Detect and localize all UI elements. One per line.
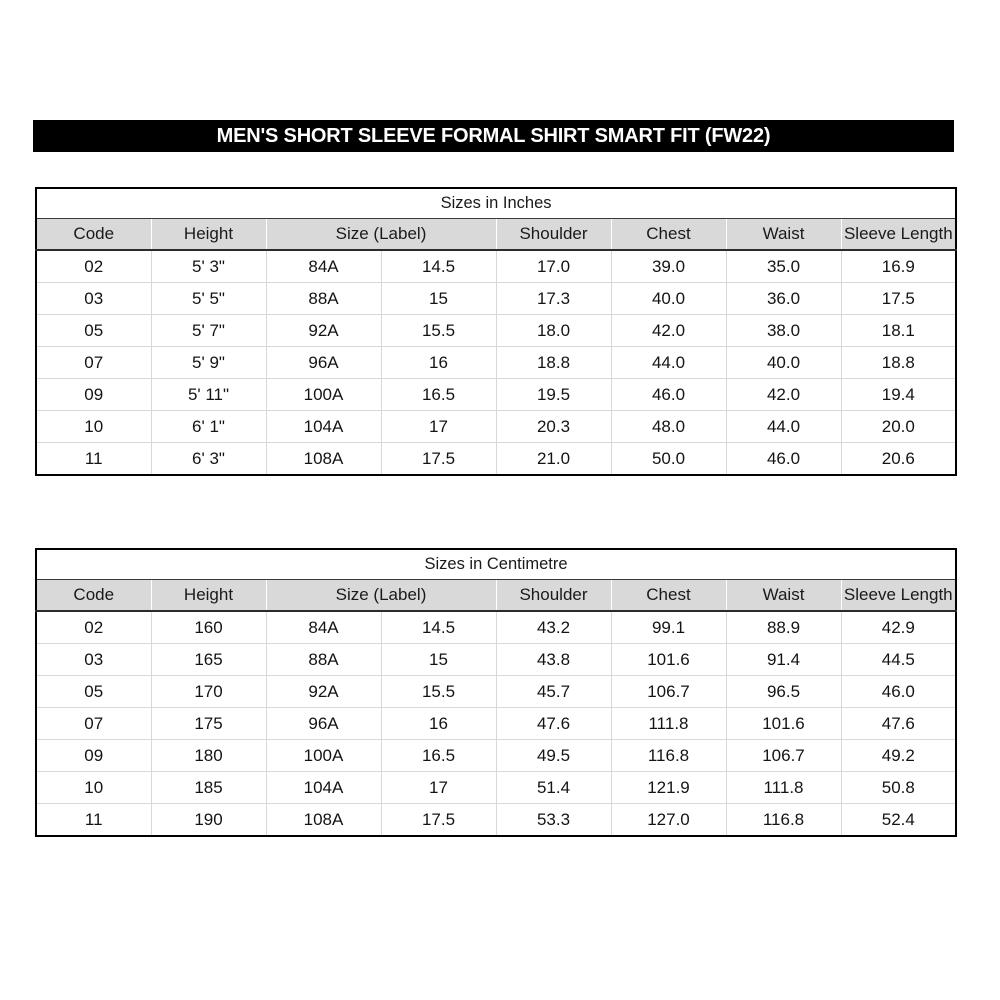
- table-cell: 16.5: [381, 740, 496, 772]
- table-cell: 45.7: [496, 676, 611, 708]
- table-row: [36, 315, 956, 347]
- table-cell: 160: [151, 611, 266, 644]
- column-header: Chest: [611, 580, 726, 612]
- column-header: Chest: [611, 219, 726, 251]
- table-cell: 96A: [266, 347, 381, 379]
- table-cell: 5' 5": [151, 283, 266, 315]
- page-title: MEN'S SHORT SLEEVE FORMAL SHIRT SMART FIT (FW22): [33, 120, 954, 152]
- column-header: Waist: [726, 219, 841, 251]
- table-cell: 21.0: [496, 443, 611, 476]
- table-cell: 6' 3": [151, 443, 266, 476]
- table-cell: 104A: [266, 411, 381, 443]
- table-cell: 127.0: [611, 804, 726, 837]
- table-row: [36, 644, 956, 676]
- table-cell: 15.5: [381, 676, 496, 708]
- column-header: Sleeve Length: [841, 580, 956, 612]
- column-header: Size (Label): [266, 219, 496, 251]
- table-cell: 09: [36, 740, 151, 772]
- column-header: Height: [151, 580, 266, 612]
- table-cell: 18.0: [496, 315, 611, 347]
- table-cell: 96.5: [726, 676, 841, 708]
- column-header: Height: [151, 219, 266, 251]
- column-header: Code: [36, 219, 151, 251]
- table-cell: 15.5: [381, 315, 496, 347]
- table-cell: 17.5: [841, 283, 956, 315]
- table-cell: 46.0: [841, 676, 956, 708]
- table-title: Sizes in Centimetre: [36, 549, 956, 580]
- table-cell: 106.7: [726, 740, 841, 772]
- table-row: [36, 740, 956, 772]
- table-cell: 92A: [266, 676, 381, 708]
- table-cell: 88A: [266, 283, 381, 315]
- table-cell: 02: [36, 611, 151, 644]
- table-cell: 46.0: [611, 379, 726, 411]
- table-cell: 44.5: [841, 644, 956, 676]
- table-cell: 92A: [266, 315, 381, 347]
- table-cell: 121.9: [611, 772, 726, 804]
- table-cell: 16.9: [841, 250, 956, 283]
- table-cell: 49.5: [496, 740, 611, 772]
- table-cell: 111.8: [611, 708, 726, 740]
- table-cell: 180: [151, 740, 266, 772]
- table-cell: 108A: [266, 443, 381, 476]
- table-cell: 07: [36, 347, 151, 379]
- table-cell: 116.8: [611, 740, 726, 772]
- table-cell: 175: [151, 708, 266, 740]
- table-cell: 17.5: [381, 443, 496, 476]
- table-cell: 116.8: [726, 804, 841, 837]
- table-cell: 15: [381, 644, 496, 676]
- table-cell: 190: [151, 804, 266, 837]
- table-cell: 48.0: [611, 411, 726, 443]
- table-cell: 47.6: [841, 708, 956, 740]
- table-cell: 108A: [266, 804, 381, 837]
- table-cell: 106.7: [611, 676, 726, 708]
- table-cell: 38.0: [726, 315, 841, 347]
- table-row: [36, 676, 956, 708]
- table-row: [36, 804, 956, 837]
- column-header: Size (Label): [266, 580, 496, 612]
- sizes-in-centimetre-table: [35, 548, 957, 837]
- table-cell: 6' 1": [151, 411, 266, 443]
- table-cell: 03: [36, 644, 151, 676]
- table-cell: 84A: [266, 611, 381, 644]
- table-row: [36, 772, 956, 804]
- table-cell: 40.0: [726, 347, 841, 379]
- column-header: Shoulder: [496, 580, 611, 612]
- table-row: [36, 379, 956, 411]
- table-cell: 44.0: [726, 411, 841, 443]
- table-cell: 20.0: [841, 411, 956, 443]
- table-cell: 42.0: [611, 315, 726, 347]
- table-cell: 185: [151, 772, 266, 804]
- table-cell: 07: [36, 708, 151, 740]
- table-cell: 49.2: [841, 740, 956, 772]
- table-row: [36, 708, 956, 740]
- table-cell: 05: [36, 676, 151, 708]
- table-cell: 10: [36, 411, 151, 443]
- table-cell: 16: [381, 347, 496, 379]
- column-header: Waist: [726, 580, 841, 612]
- table-cell: 14.5: [381, 611, 496, 644]
- table-cell: 17: [381, 411, 496, 443]
- table-cell: 17.3: [496, 283, 611, 315]
- table-cell: 88.9: [726, 611, 841, 644]
- table-cell: 39.0: [611, 250, 726, 283]
- table-cell: 99.1: [611, 611, 726, 644]
- table-cell: 17.0: [496, 250, 611, 283]
- table-cell: 42.0: [726, 379, 841, 411]
- table-cell: 09: [36, 379, 151, 411]
- column-header: Code: [36, 580, 151, 612]
- table-cell: 43.2: [496, 611, 611, 644]
- table-cell: 46.0: [726, 443, 841, 476]
- table-cell: 52.4: [841, 804, 956, 837]
- table-cell: 96A: [266, 708, 381, 740]
- table-cell: 03: [36, 283, 151, 315]
- table-cell: 170: [151, 676, 266, 708]
- table-cell: 104A: [266, 772, 381, 804]
- table-cell: 101.6: [726, 708, 841, 740]
- table-cell: 11: [36, 443, 151, 476]
- table-title: Sizes in Inches: [36, 188, 956, 219]
- table-cell: 101.6: [611, 644, 726, 676]
- table-cell: 88A: [266, 644, 381, 676]
- table-cell: 19.5: [496, 379, 611, 411]
- table-cell: 17: [381, 772, 496, 804]
- table-row: [36, 347, 956, 379]
- table-cell: 165: [151, 644, 266, 676]
- table-cell: 02: [36, 250, 151, 283]
- table-cell: 91.4: [726, 644, 841, 676]
- table-cell: 50.0: [611, 443, 726, 476]
- column-header: Shoulder: [496, 219, 611, 251]
- table-cell: 111.8: [726, 772, 841, 804]
- table-cell: 100A: [266, 740, 381, 772]
- table-cell: 50.8: [841, 772, 956, 804]
- table-cell: 36.0: [726, 283, 841, 315]
- table-cell: 5' 7": [151, 315, 266, 347]
- table-cell: 5' 11": [151, 379, 266, 411]
- table-cell: 51.4: [496, 772, 611, 804]
- table-cell: 20.3: [496, 411, 611, 443]
- table-cell: 11: [36, 804, 151, 837]
- table-cell: 5' 9": [151, 347, 266, 379]
- table-cell: 53.3: [496, 804, 611, 837]
- table-cell: 14.5: [381, 250, 496, 283]
- table-cell: 18.8: [841, 347, 956, 379]
- table-row: [36, 411, 956, 443]
- table-cell: 40.0: [611, 283, 726, 315]
- table-cell: 43.8: [496, 644, 611, 676]
- table-cell: 20.6: [841, 443, 956, 476]
- table-cell: 42.9: [841, 611, 956, 644]
- table-row: [36, 250, 956, 283]
- table-cell: 05: [36, 315, 151, 347]
- table-cell: 10: [36, 772, 151, 804]
- table-cell: 18.1: [841, 315, 956, 347]
- table-cell: 16: [381, 708, 496, 740]
- table-cell: 35.0: [726, 250, 841, 283]
- table-cell: 5' 3": [151, 250, 266, 283]
- table-row: [36, 443, 956, 476]
- table-cell: 44.0: [611, 347, 726, 379]
- table-cell: 100A: [266, 379, 381, 411]
- table-cell: 16.5: [381, 379, 496, 411]
- table-cell: 15: [381, 283, 496, 315]
- table-cell: 19.4: [841, 379, 956, 411]
- table-cell: 18.8: [496, 347, 611, 379]
- table-cell: 47.6: [496, 708, 611, 740]
- table-row: [36, 283, 956, 315]
- column-header: Sleeve Length: [841, 219, 956, 251]
- sizes-in-inches-table: [35, 187, 957, 476]
- table-row: [36, 611, 956, 644]
- table-cell: 84A: [266, 250, 381, 283]
- table-cell: 17.5: [381, 804, 496, 837]
